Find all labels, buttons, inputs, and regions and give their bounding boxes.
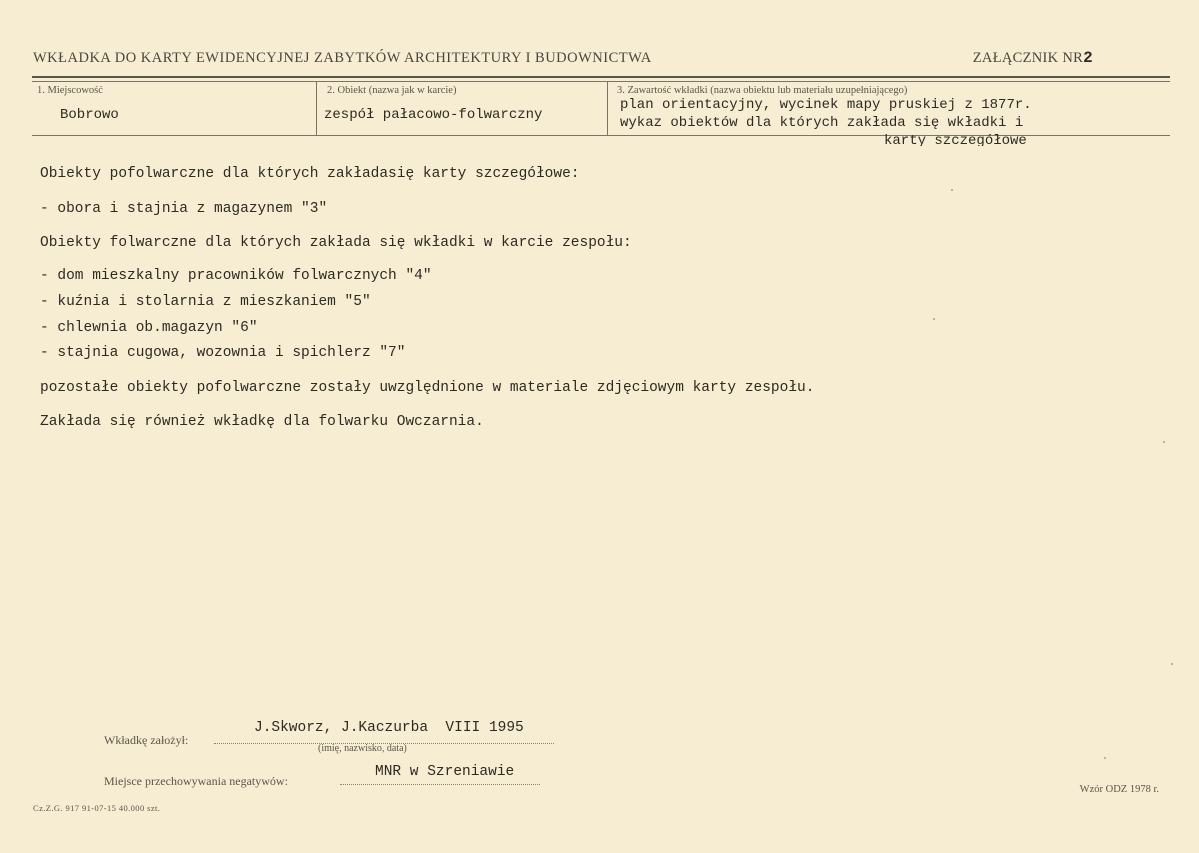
form-title: WKŁADKA DO KARTY EWIDENCYJNEJ ZABYTKÓW ARCHITEKTURY I BUDOWNICTWA: [33, 50, 652, 66]
contents-label: 3. Zawartość wkładki (nazwa obiektu lub materiału uzupełniającego): [617, 85, 908, 96]
attachment-value: 2: [1083, 49, 1093, 67]
body-line-1: Obiekty pofolwarczne dla których zakładasię karty szczegółowe:: [40, 166, 580, 182]
form-model: Wzór ODZ 1978 r.: [1079, 784, 1159, 795]
locality-label: 1. Miejscowość: [37, 85, 103, 96]
attachment-label: ZAŁĄCZNIK NR: [972, 50, 1084, 66]
contents-line-2: wykaz obiektów dla których zakłada się wkładki i: [620, 115, 1024, 131]
paper-speck: [1104, 757, 1106, 759]
attachment-number: [973, 49, 1093, 67]
paper-speck: [933, 318, 935, 320]
header-rule: [32, 76, 1170, 78]
object-label: 2. Obiekt (nazwa jak w karcie): [327, 85, 457, 96]
created-by-label: Wkładkę założył:: [104, 733, 189, 747]
body-line-8: pozostałe obiekty pofolwarczne zostały uwzględnione w materiale zdjęciowym karty zespołu.: [40, 380, 815, 396]
column-divider-2: [607, 82, 608, 135]
column-divider-1: [316, 82, 317, 135]
negatives-storage-value: MNR w Szreniawie: [375, 764, 515, 780]
object-value: zespół pałacowo-folwarczny: [324, 107, 543, 123]
header-rule-thin: [32, 81, 1170, 82]
body-line-7: - stajnia cugowa, wozownia i spichlerz "7": [40, 345, 406, 361]
negatives-storage-dotted-line: [340, 784, 540, 785]
body-line-6: - chlewnia ob.magazyn "6": [40, 320, 258, 336]
body-line-3: Obiekty folwarczne dla których zakłada się wkładki w karcie zespołu:: [40, 235, 632, 251]
body-line-4: - dom mieszkalny pracowników folwarcznych "4": [40, 268, 432, 284]
created-by-value: J.Skworz, J.Kaczurba VIII 1995: [254, 720, 524, 736]
print-info: Cz.Z.G. 917 91-07-15 40.000 szt.: [33, 803, 161, 813]
body-line-9: Zakłada się również wkładkę dla folwarku Owczarnia.: [40, 414, 484, 430]
paper-speck: [1171, 663, 1173, 665]
created-by-hint: (imię, nazwisko, data): [318, 743, 407, 754]
negatives-storage-label: Miejsce przechowywania negatywów:: [104, 774, 288, 788]
paper-speck: [951, 189, 953, 191]
paper-speck: [1163, 441, 1165, 443]
contents-line-1: plan orientacyjny, wycinek mapy pruskiej z 1877r.: [620, 97, 1032, 113]
body-line-2: - obora i stajnia z magazynem "3": [40, 201, 328, 217]
contents-line-3: karty szczegółowe: [884, 133, 1027, 146]
locality-value: Bobrowo: [60, 107, 119, 123]
body-line-5: - kuźnia i stolarnia z mieszkaniem "5": [40, 294, 371, 310]
